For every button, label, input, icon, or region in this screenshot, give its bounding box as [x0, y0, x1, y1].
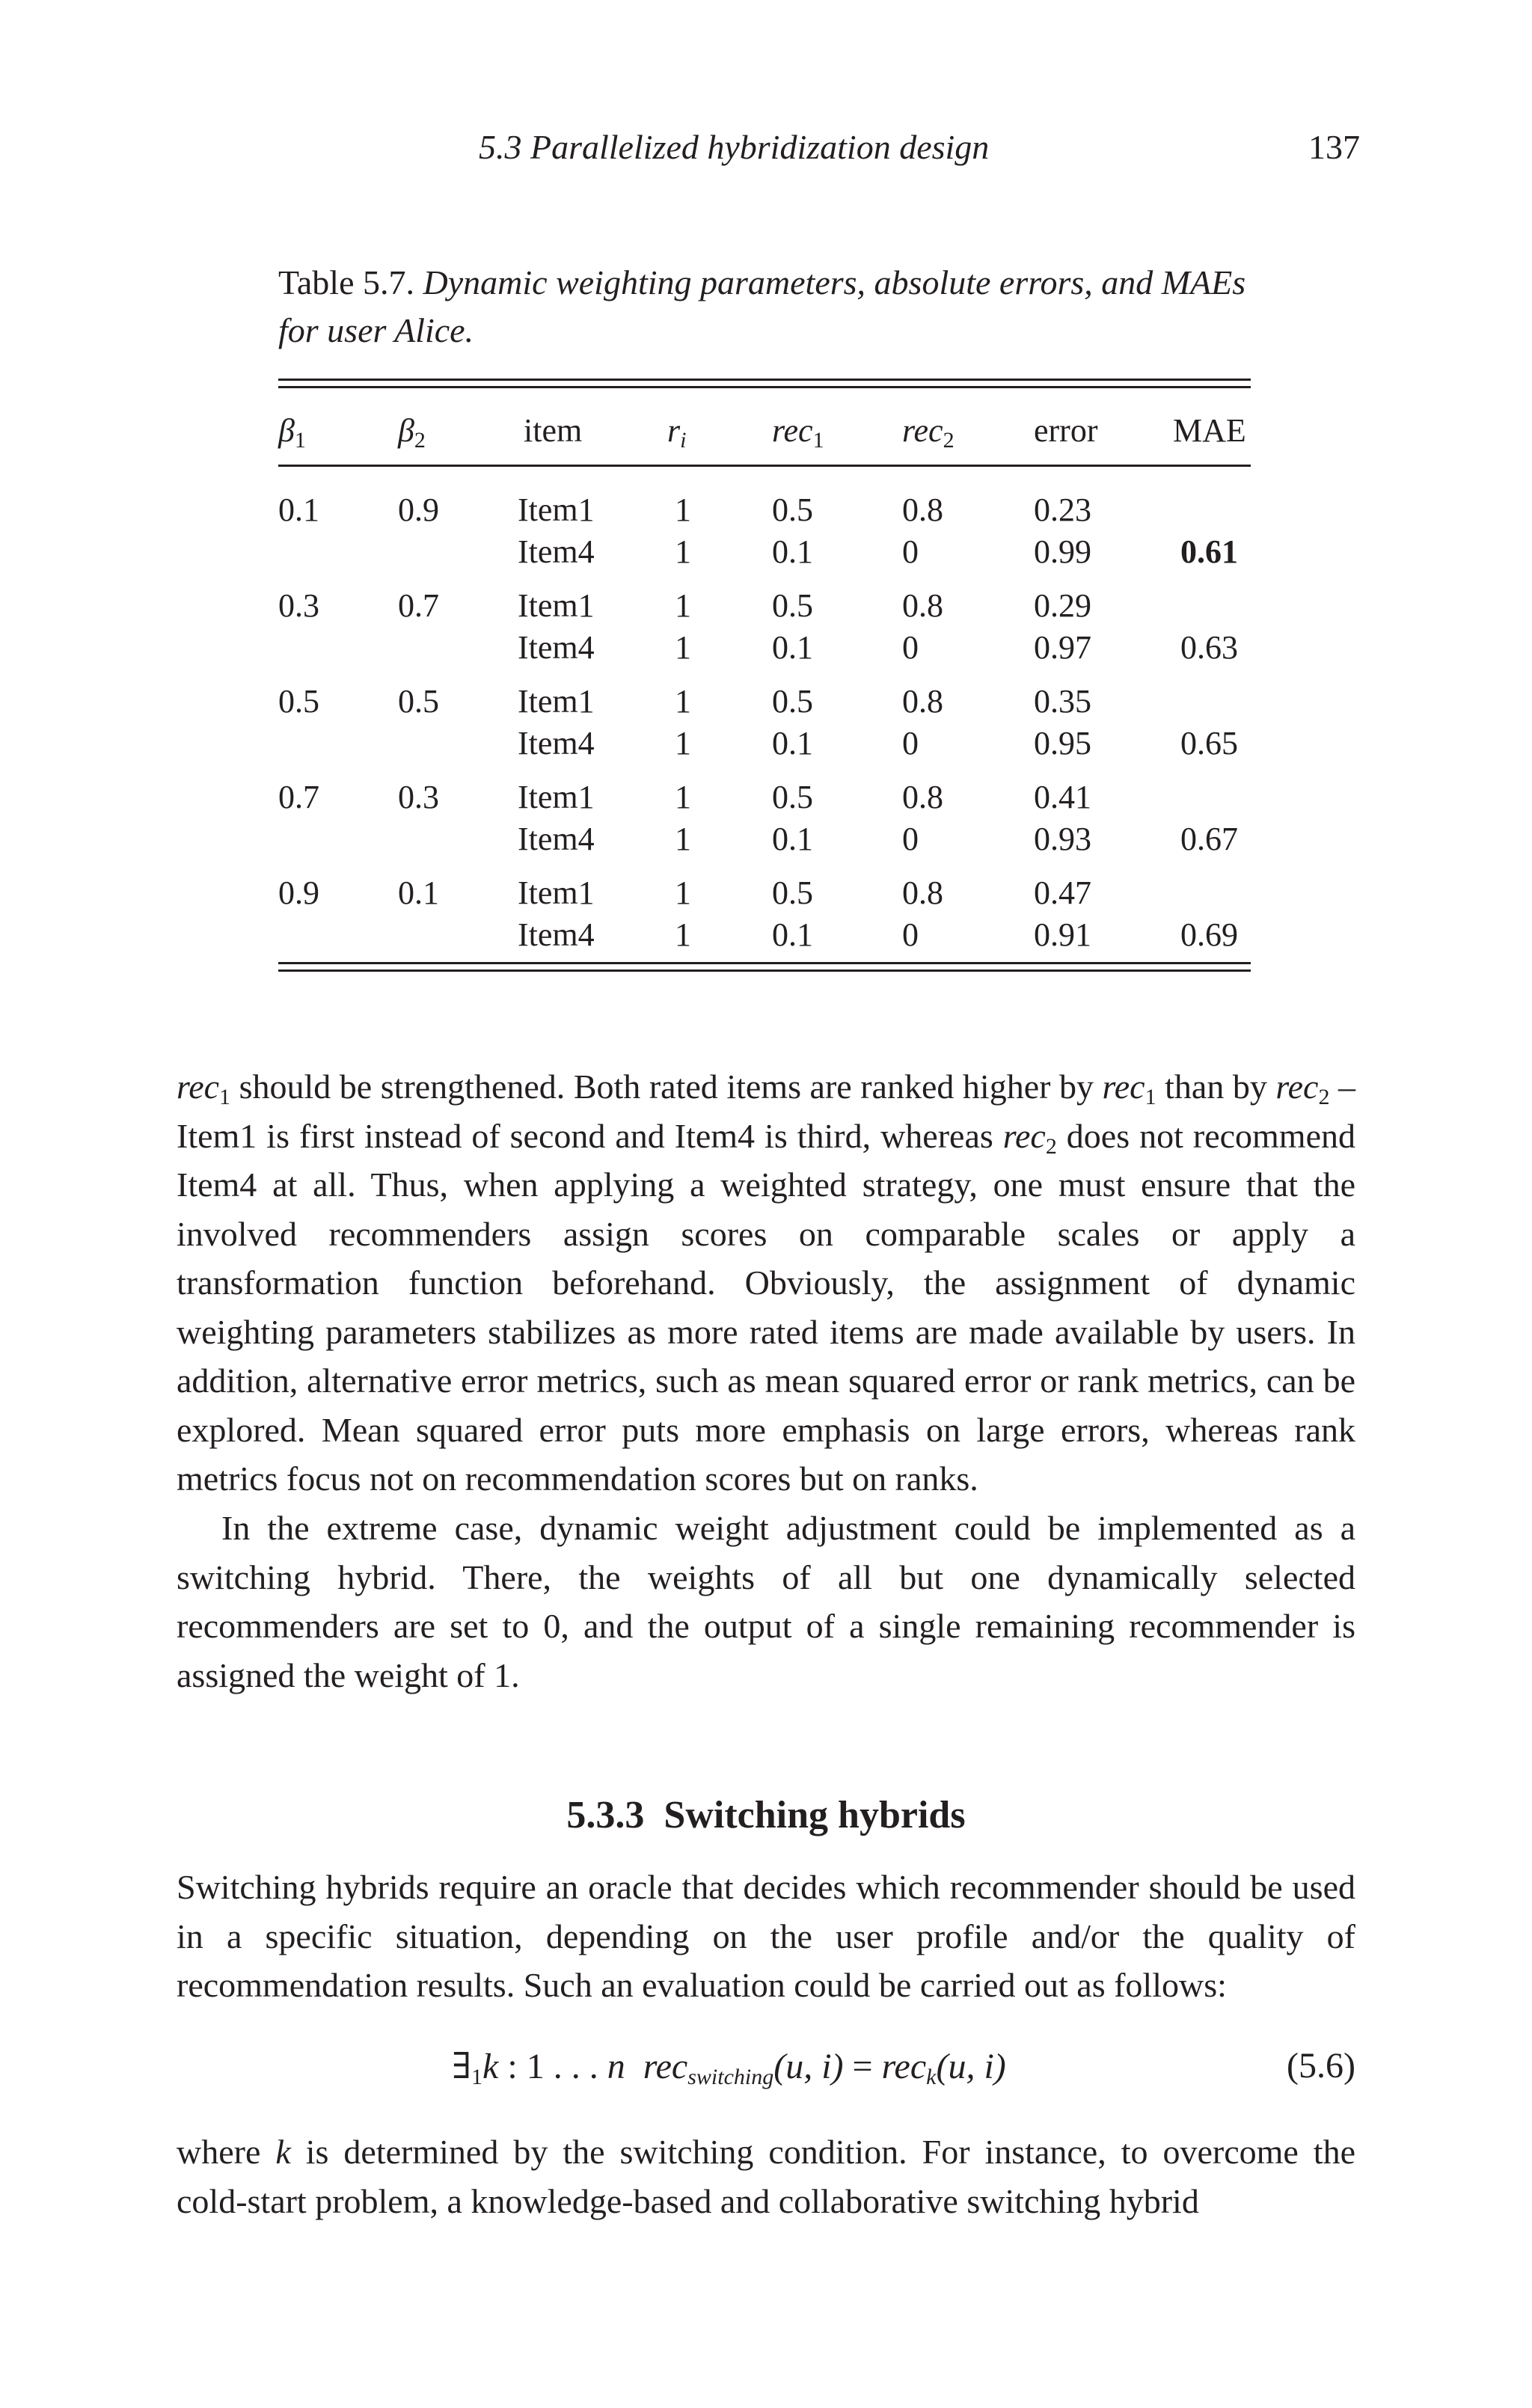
header-beta1: $\beta_1$ — [278, 412, 306, 453]
eq-lhs: rec — [643, 2047, 688, 2086]
header-rec2: rec$_2$ — [902, 412, 955, 453]
cell-ri: 1 — [675, 629, 691, 666]
header-item: item — [524, 412, 583, 449]
eq-rhs-args: (u, i) — [936, 2047, 1006, 2086]
eq-rhs: rec — [881, 2047, 927, 2086]
cell-ri: 1 — [675, 779, 691, 815]
cell-error: 0.41 — [1034, 779, 1091, 815]
cell-ri: 1 — [675, 587, 691, 624]
equation-number: (5.6) — [1287, 2046, 1355, 2086]
paragraph-1-text-c: – Item1 is first instead of second and Item4 is third, whereas — [177, 1067, 1355, 1155]
cell-rec1: 0.5 — [772, 683, 813, 720]
cell-rec1: 0.5 — [772, 587, 813, 624]
table-row — [0, 491, 1532, 533]
cell-ri: 1 — [675, 683, 691, 720]
header-mae: MAE — [1173, 412, 1246, 449]
cell-rec1: 0.5 — [772, 874, 813, 911]
cell-error: 0.97 — [1034, 629, 1091, 666]
cell-item: Item4 — [518, 916, 595, 953]
eq-k: k — [482, 2047, 499, 2086]
rec2-term-2: rec — [1002, 1116, 1046, 1155]
cell-beta2: 0.7 — [398, 587, 439, 624]
cell-rec2: 0 — [902, 725, 919, 762]
cell-ri: 1 — [675, 533, 691, 570]
cell-item: Item4 — [518, 533, 595, 570]
caption-text: Dynamic weighting parameters, absolute errors, and MAEs for user Alice. — [278, 263, 1246, 349]
cell-rec2: 0.8 — [902, 491, 943, 528]
header-rec1: rec$_1$ — [772, 412, 824, 453]
cell-item: Item1 — [518, 587, 595, 624]
cell-error: 0.99 — [1034, 533, 1091, 570]
table-row — [0, 586, 1532, 628]
eq-range: : 1 . . . — [498, 2047, 607, 2086]
paragraph-1-text-a: should be strengthened. Both rated items are ranked higher by — [230, 1067, 1103, 1106]
cell-item: Item1 — [518, 874, 595, 911]
cell-beta2: 0.3 — [398, 779, 439, 815]
cell-rec2: 0 — [902, 821, 919, 857]
paragraph-3 — [177, 1863, 1355, 2010]
table-row — [0, 682, 1532, 724]
table-header-rule — [278, 465, 1251, 467]
cell-error: 0.47 — [1034, 874, 1091, 911]
cell-beta2: 0.1 — [398, 874, 439, 911]
running-title: 5.3 Parallelized hybridization design — [479, 128, 990, 166]
cell-rec1: 0.1 — [772, 916, 813, 953]
paragraph-1-text-d: does not recommend Item4 at all. Thus, when applying a weighted strategy, one must ensure that the involved recommenders assign scores on comparable scales or apply a transformation function beforehand. Obviously, the assignment of dynamic weighting parameters stabilizes as more rated items are made available by users. In addition, alternative error metrics, such as mean squared error or rank metrics, can be explored. Mean squared error puts more emphasis on large errors, whereas rank metrics focus not on recommendation scores but on ranks. — [177, 1116, 1356, 1498]
table-row — [0, 916, 1532, 958]
paragraph-4-text-b: is determined by the switching condition. For instance, to overcome the cold-start problem, a knowledge-based and collaborative switching hybrid — [177, 2133, 1355, 2220]
rec1-term-2: rec — [1102, 1067, 1145, 1106]
paragraph-3-text: Switching hybrids require an oracle that decides which recommender should be used in a specific situation, depending on the user profile and/or the quality of recommendation results. Such an evaluation could be carried out as follows: — [177, 1868, 1355, 2004]
cell-ri: 1 — [675, 491, 691, 528]
caption-label: Table 5.7. — [278, 263, 415, 301]
paragraph-4-k: k — [275, 2133, 291, 2171]
cell-ri: 1 — [675, 725, 691, 762]
section-title: Switching hybrids — [664, 1794, 966, 1836]
table-header-row — [0, 411, 1532, 456]
cell-rec1: 0.1 — [772, 533, 813, 570]
cell-error: 0.23 — [1034, 491, 1091, 528]
cell-rec2: 0 — [902, 629, 919, 666]
cell-rec2: 0 — [902, 533, 919, 570]
paragraph-4-text-a: where — [177, 2133, 276, 2171]
cell-rec1: 0.5 — [772, 491, 813, 528]
eq-rhs-subscript: k — [926, 2065, 937, 2089]
table-row — [0, 874, 1532, 916]
cell-rec2: 0.8 — [902, 683, 943, 720]
rec1-subscript: 1 — [219, 1085, 231, 1109]
table-top-rule-1 — [278, 379, 1251, 381]
rec2-subscript: 2 — [1318, 1085, 1330, 1109]
header-beta2: $\beta_2$ — [398, 412, 426, 453]
cell-mae: 0.61 — [1180, 533, 1238, 570]
cell-rec2: 0.8 — [902, 779, 943, 815]
paragraph-4 — [177, 2127, 1355, 2225]
cell-ri: 1 — [675, 821, 691, 857]
cell-rec2: 0 — [902, 916, 919, 953]
header-error: error — [1034, 412, 1098, 449]
cell-error: 0.95 — [1034, 725, 1091, 762]
cell-rec2: 0.8 — [902, 874, 943, 911]
section-number: 5.3.3 — [566, 1794, 645, 1836]
paragraph-1 — [177, 1062, 1355, 1504]
table-row — [0, 628, 1532, 670]
cell-beta1: 0.1 — [278, 491, 319, 528]
table-bottom-rule-1 — [278, 962, 1251, 964]
cell-ri: 1 — [675, 874, 691, 911]
cell-beta2: 0.5 — [398, 683, 439, 720]
rec2-subscript-2: 2 — [1045, 1133, 1057, 1159]
cell-rec1: 0.1 — [772, 725, 813, 762]
cell-item: Item1 — [518, 779, 595, 815]
eq-lhs-args: (u, i) — [773, 2047, 844, 2086]
cell-mae: 0.65 — [1180, 725, 1238, 762]
cell-rec1: 0.1 — [772, 821, 813, 857]
paragraph-2 — [177, 1504, 1355, 1700]
rec2-term: rec — [1275, 1067, 1319, 1106]
cell-beta1: 0.7 — [278, 779, 319, 815]
table-bottom-rule-2 — [278, 969, 1251, 972]
exists-symbol: ∃ — [452, 2047, 472, 2086]
cell-beta1: 0.9 — [278, 874, 319, 911]
cell-rec1: 0.1 — [772, 629, 813, 666]
rec1-term: rec — [177, 1067, 220, 1106]
cell-item: Item4 — [518, 629, 595, 666]
cell-item: Item1 — [518, 683, 595, 720]
cell-rec2: 0.8 — [902, 587, 943, 624]
cell-item: Item4 — [518, 725, 595, 762]
exists-subscript: 1 — [471, 2065, 483, 2089]
cell-mae: 0.67 — [1180, 821, 1238, 857]
table-row — [0, 533, 1532, 575]
section-heading — [177, 1793, 1355, 1837]
cell-item: Item4 — [518, 821, 595, 857]
eq-n: n — [607, 2047, 625, 2086]
table-row — [0, 778, 1532, 820]
cell-error: 0.35 — [1034, 683, 1091, 720]
eq-equals: = — [843, 2047, 882, 2086]
cell-ri: 1 — [675, 916, 691, 953]
cell-error: 0.93 — [1034, 821, 1091, 857]
cell-beta2: 0.9 — [398, 491, 439, 528]
table-caption — [278, 259, 1251, 355]
table-row — [0, 820, 1532, 862]
cell-item: Item1 — [518, 491, 595, 528]
cell-mae: 0.63 — [1180, 629, 1238, 666]
cell-error: 0.91 — [1034, 916, 1091, 953]
table-row — [0, 724, 1532, 766]
cell-mae: 0.69 — [1180, 916, 1238, 953]
eq-lhs-subscript: switching — [687, 2065, 774, 2089]
header-ri: $r_i$ — [667, 412, 687, 453]
equation-5-6 — [452, 2045, 1006, 2087]
cell-beta1: 0.3 — [278, 587, 319, 624]
paragraph-1-text-b: than by — [1156, 1067, 1276, 1106]
cell-beta1: 0.5 — [278, 683, 319, 720]
cell-error: 0.29 — [1034, 587, 1091, 624]
page-number: 137 — [1308, 128, 1360, 166]
paragraph-2-text: In the extreme case, dynamic weight adjustment could be implemented as a switching hybrid. There, the weights of all but one dynamically selected recommenders are set to 0, and the output of a single remaining recommender is assigned the weight of 1. — [177, 1509, 1355, 1694]
cell-rec1: 0.5 — [772, 779, 813, 815]
rec1-subscript-2: 1 — [1145, 1085, 1156, 1109]
table-top-rule-2 — [278, 386, 1251, 388]
